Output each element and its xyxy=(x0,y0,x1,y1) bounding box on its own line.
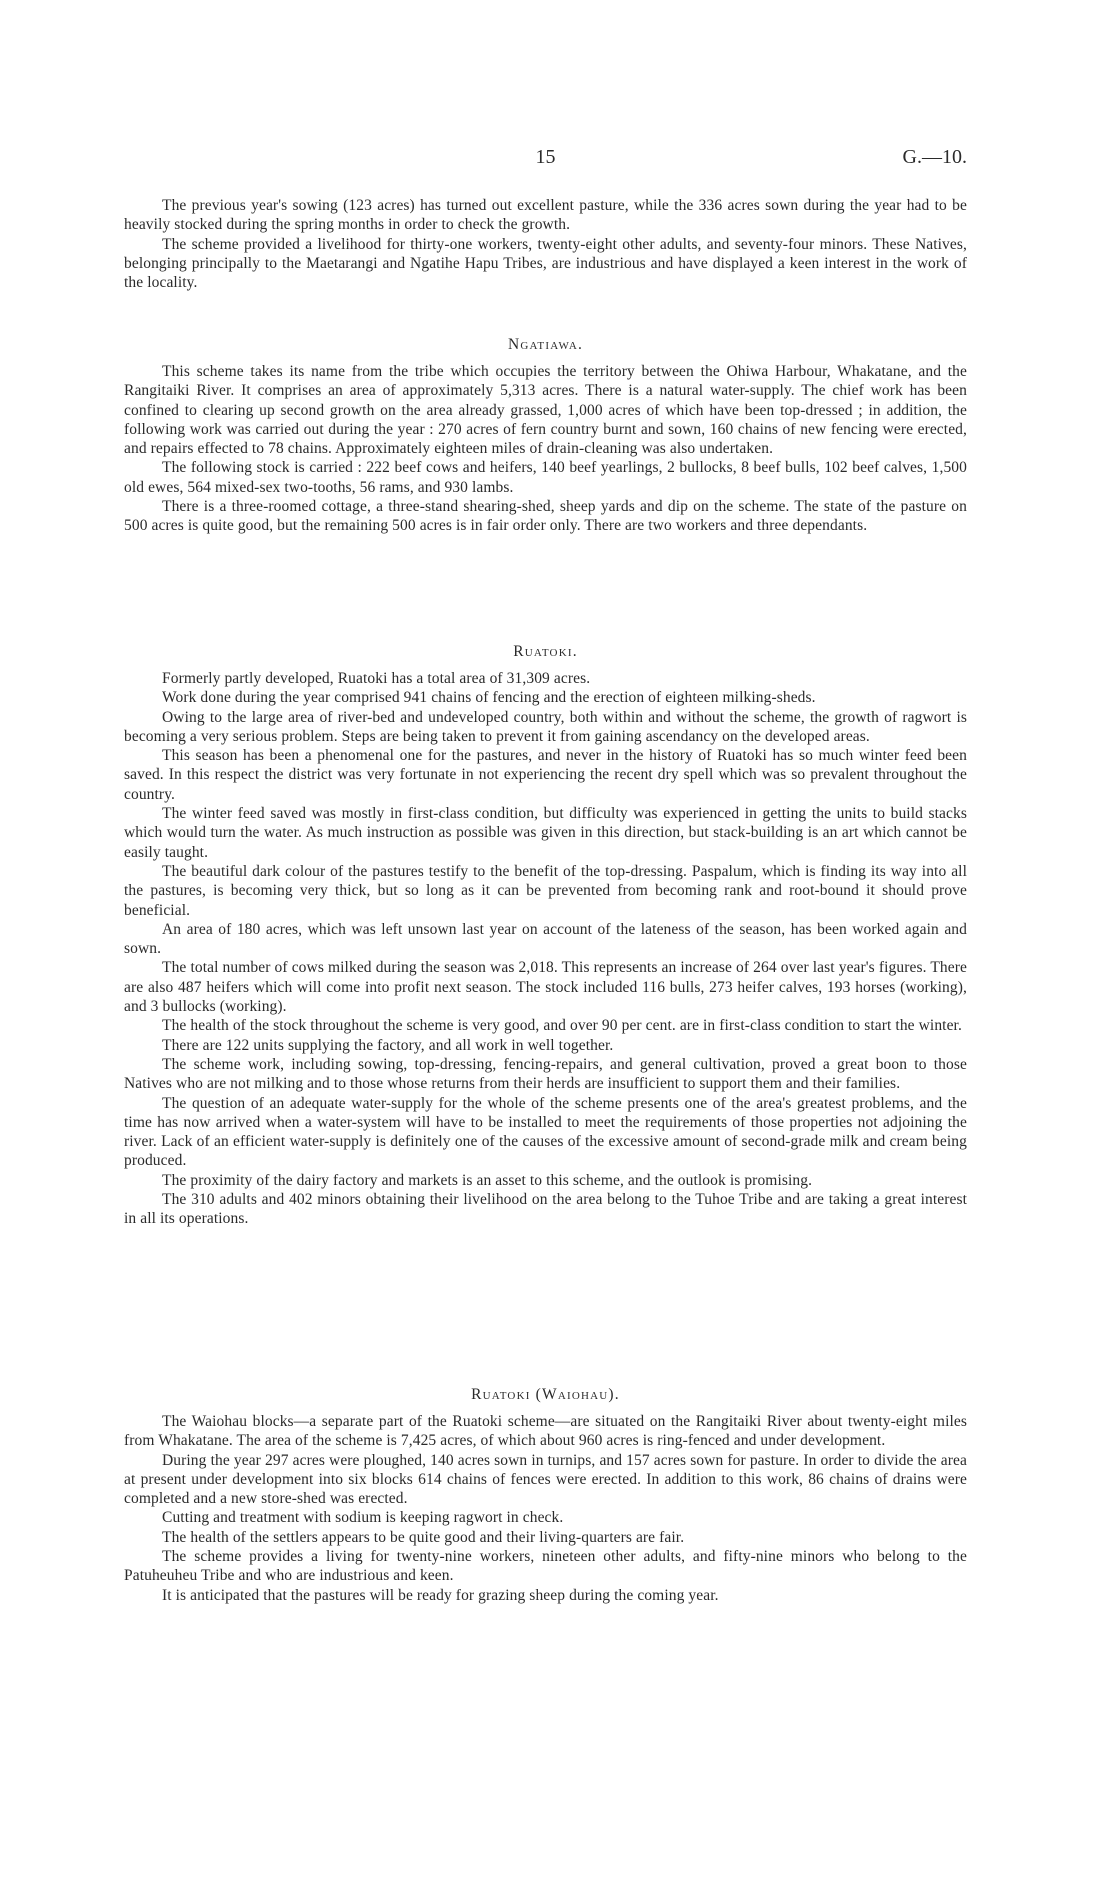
paragraph: This season has been a phenomenal one for the pastures, and never in the history of Ruatoki has so much winter feed been saved. In this respect the district was very fortunate in not experiencing the recent dry spell which was so prevalent throughout the country. xyxy=(124,747,967,803)
waiohau-section xyxy=(124,1412,967,1605)
paragraph: The following stock is carried : 222 beef cows and heifers, 140 beef yearlings, 2 bullocks, 8 beef bulls, 102 beef calves, 1,500 old ewes, 564 mixed-sex two-tooths, 56 rams, and 930 lambs. xyxy=(124,459,967,496)
paragraph: The winter feed saved was mostly in first-class condition, but difficulty was experienced in getting the units to build stacks which would turn the water. As much instruction as possible was given in this direction, but stack-building is an art which cannot be easily taught. xyxy=(124,805,967,861)
paragraph: There is a three-roomed cottage, a three-stand shearing-shed, sheep yards and dip on the scheme. The state of the pasture on 500 acres is quite good, but the remaining 500 acres is in fair order only. There are two workers and three dependants. xyxy=(124,498,967,535)
paragraph: Work done during the year comprised 941 chains of fencing and the erection of eighteen milking-sheds. xyxy=(162,689,816,707)
paragraph: The proximity of the dairy factory and markets is an asset to this scheme, and the outlook is promising. xyxy=(162,1171,813,1189)
paragraph: The Waiohau blocks—a separate part of the Ruatoki scheme—are situated on the Rangitaiki River about twenty-eight miles from Whakatane. The area of the scheme is 7,425 acres, of which about 960 acres is ring-fenced and under development. xyxy=(124,1413,967,1450)
paragraph: An area of 180 acres, which was left unsown last year on account of the lateness of the season, has been worked again and sown. xyxy=(124,920,967,958)
section-heading-ruatoki: Ruatoki. xyxy=(513,643,578,660)
section-heading-ngatiawa: Ngatiawa. xyxy=(507,336,584,353)
paragraph: The total number of cows milked during the season was 2,018. This represents an increase of 264 over last year's figures. There are also 487 heifers which will come into profit next season. The stock included 116 bulls, 273 heifer calves, 193 horses (working), and 3 bullocks (working). xyxy=(124,959,967,1016)
paragraph: The scheme provides a living for twenty-nine workers, nineteen other adults, and fifty-nine minors who belong to the Patuheuheu Tribe and who are industrious and keen. xyxy=(124,1548,967,1585)
paragraph: The question of an adequate water-supply for the whole of the scheme presents one of the area's greatest problems, and the time has now arrived when a water-system will have to be installed to meet the requirements of those properties not adjoining the river. Lack of an efficient water-supply is definitely one of the causes of the excessive amount of second-grade milk and cream being produced. xyxy=(124,1094,967,1170)
paragraph: Owing to the large area of river-bed and undeveloped country, both within and without the scheme, the growth of ragwort is becoming a very serious problem. Steps are being taken to prevent it from gaining ascendancy on the developed areas. xyxy=(124,708,967,745)
paragraph: The beautiful dark colour of the pastures testify to the benefit of the top-dressing. Paspalum, which is finding its way into all the pastures, is becoming very thick, but so long as it can be prevented from becoming rank and root-bound it should prove beneficial. xyxy=(124,862,967,919)
paragraph: It is anticipated that the pastures will be ready for grazing sheep during the coming year. xyxy=(162,1586,719,1604)
page-number: 15 xyxy=(535,146,556,168)
intro-section xyxy=(124,196,967,292)
ruatoki-section xyxy=(124,669,967,1229)
paragraph: There are 122 units supplying the factory, and all work in well together. xyxy=(162,1036,614,1054)
paragraph: The scheme provided a livelihood for thirty-one workers, twenty-eight other adults, and seventy-four minors. These Natives, belonging principally to the Maetarangi and Ngatihe Hapu Tribes, are industrious and have displayed a keen interest in the work of the locality. xyxy=(124,235,967,292)
paragraph: During the year 297 acres were ploughed, 140 acres sown in turnips, and 157 acres sown for pasture. In order to divide the area at present under development into six blocks 614 chains of fences were erected. In addition to this work, 86 chains of drains were completed and a new store-shed was erected. xyxy=(124,1451,967,1508)
paragraph: The scheme work, including sowing, top-dressing, fencing-repairs, and general cultivation, proved a great boon to those Natives who are not milking and to those whose returns from their herds are insufficient to support them and their families. xyxy=(124,1055,967,1093)
paragraph: The 310 adults and 402 minors obtaining their livelihood on the area belong to the Tuhoe Tribe and are taking a great interest in all its operations. xyxy=(124,1191,967,1228)
paragraph: The previous year's sowing (123 acres) has turned out excellent pasture, while the 336 acres sown during the year had to be heavily stocked during the spring months in order to check the growth. xyxy=(124,197,967,234)
paragraph: Formerly partly developed, Ruatoki has a total area of 31,309 acres. xyxy=(162,670,591,687)
paragraph: The health of the stock throughout the scheme is very good, and over 90 per cent. are in first-class condition to start the winter. xyxy=(162,1017,962,1035)
page-header xyxy=(124,146,967,172)
paragraph: The health of the settlers appears to be quite good and their living-quarters are fair. xyxy=(162,1528,685,1546)
section-heading-waiohau: Ruatoki (Waiohau). xyxy=(471,1386,620,1403)
document-reference: G.—10. xyxy=(902,146,967,168)
paragraph: This scheme takes its name from the tribe which occupies the territory between the Ohiwa Harbour, Whakatane, and the Rangitaiki River. It comprises an area of approximately 5,313 acres. There is a natural water-supply. The chief work has been confined to clearing up second growth on the area already grassed, 1,000 acres of which have been top-dressed ; in addition, the following work was carried out during the year : 270 acres of fern country burnt and sown, 160 chains of new fencing were erected, and repairs effected to 78 chains. Approximately eighteen miles of drain-cleaning was also undertaken. xyxy=(124,363,967,458)
ngatiawa-section xyxy=(124,362,967,536)
paragraph: Cutting and treatment with sodium is keeping ragwort in check. xyxy=(162,1509,564,1527)
